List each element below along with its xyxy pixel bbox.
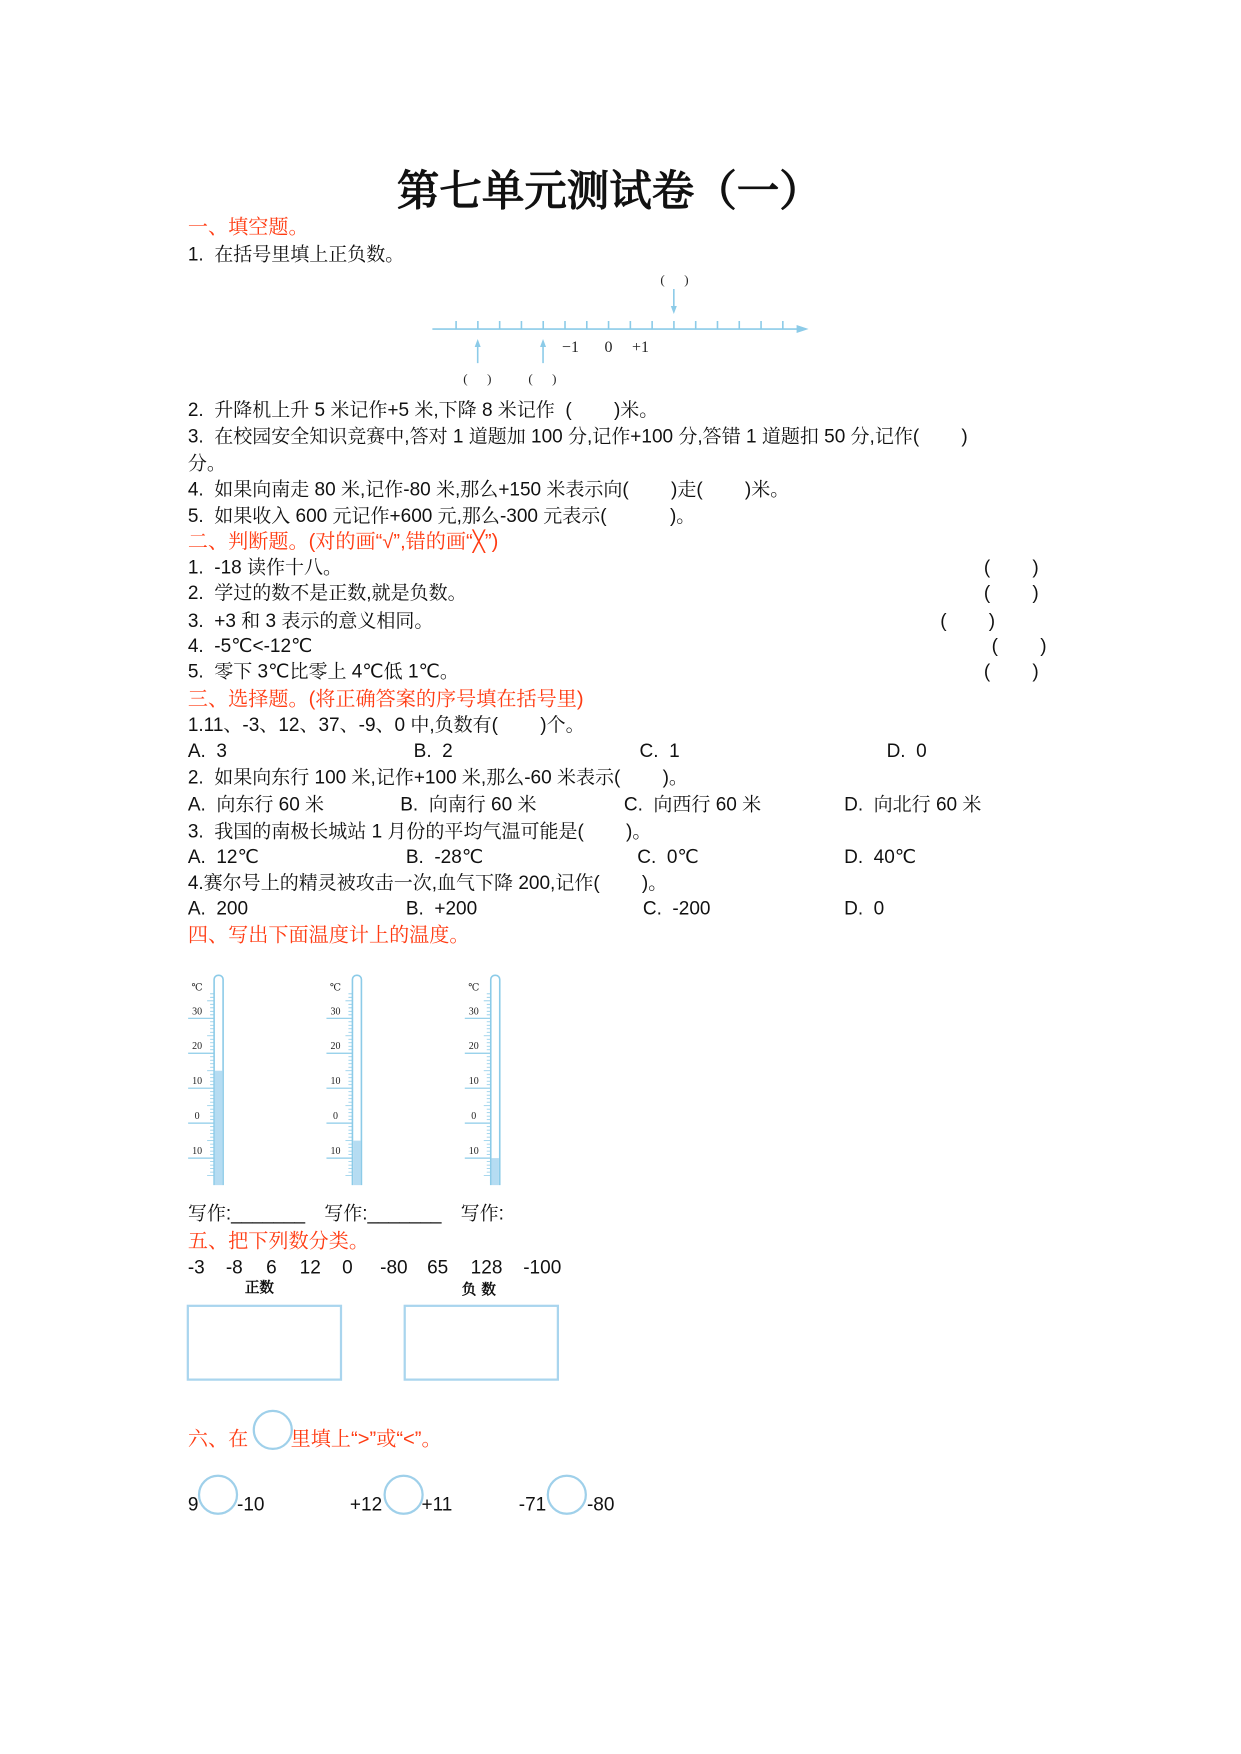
unit-label: ℃ — [468, 982, 480, 994]
choice-question: 4.赛尔号上的精灵被攻击一次,血气下降 200,记作( )。 — [187, 872, 668, 894]
judge-blank[interactable]: ( ) — [983, 660, 1039, 682]
section-4-heading: 四、写出下面温度计上的温度。 — [187, 923, 470, 946]
scale-label: 10 — [330, 1076, 341, 1088]
question-1-5: 5. 如果收入 600 元记作+600 元,那么-300 元表示( )。 — [187, 505, 696, 527]
number-item: -8 — [225, 1256, 243, 1278]
thermometer — [188, 975, 223, 1185]
choice-question: 3. 我国的南极长城站 1 月份的平均气温可能是( )。 — [187, 820, 652, 842]
choice-option: D. 0 — [844, 897, 885, 919]
negative-label: 负 数 — [461, 1282, 496, 1300]
write-answer-3[interactable]: 写作: — [460, 1202, 504, 1225]
judge-item: 1. -18 读作十八。 — [187, 556, 343, 579]
choice-question: 2. 如果向东行 100 米,记作+100 米,那么-60 米表示( )。 — [187, 766, 688, 789]
question-1-3: 3. 在校园安全知识竞赛中,答对 1 道题加 100 分,记作+100 分,答错 1 道题扣 50 分,记作( ) — [187, 425, 968, 448]
choice-option: B. 2 — [413, 740, 453, 762]
compare-left: 9 — [187, 1493, 199, 1515]
unit-label: ℃ — [191, 982, 203, 994]
compare-circle[interactable] — [547, 1475, 587, 1515]
write-answer-2[interactable]: 写作:_______ — [324, 1202, 442, 1225]
scale-label: 0 — [332, 1111, 338, 1123]
judge-item: 5. 零下 3℃比零上 4℃低 1℃。 — [187, 660, 459, 682]
negative-box[interactable] — [404, 1305, 559, 1381]
judge-blank[interactable]: ( ) — [991, 635, 1047, 657]
number-line-diagram — [420, 255, 820, 390]
choice-option: D. 向北行 60 米 — [844, 793, 982, 816]
number-item: 12 — [299, 1256, 321, 1278]
number-item: -100 — [523, 1256, 562, 1278]
number-item: -80 — [380, 1256, 408, 1278]
number-item: 128 — [470, 1256, 503, 1278]
scale-label: 20 — [330, 1041, 341, 1053]
arrowhead — [540, 339, 546, 347]
choice-option: D. 0 — [886, 740, 927, 762]
arrowhead — [671, 306, 677, 314]
choice-option: B. 向南行 60 米 — [400, 793, 537, 816]
judge-blank[interactable]: ( ) — [940, 610, 996, 632]
scale-label: 10 — [192, 1146, 203, 1158]
compare-right: -80 — [586, 1493, 615, 1515]
number-line-blank-left: ( ) — [463, 371, 492, 387]
page-title: 第七单元测试卷（一） — [396, 166, 822, 216]
number-line-label-0: 0 — [604, 339, 613, 357]
unit-label: ℃ — [329, 982, 342, 994]
choice-option: B. -28℃ — [405, 846, 484, 868]
compare-circle[interactable] — [383, 1475, 423, 1515]
thermometer-tube — [491, 975, 500, 1185]
question-1-2: 2. 升降机上升 5 米记作+5 米,下降 8 米记作 ( )米。 — [187, 399, 659, 421]
number-line-blank-mid: ( ) — [528, 371, 557, 387]
judge-blank[interactable]: ( ) — [983, 582, 1039, 604]
number-line-label-plus1: +1 — [631, 339, 650, 357]
choice-option: A. 200 — [187, 897, 249, 919]
section-3-heading: 三、选择题。(将正确答案的序号填在括号里) — [187, 687, 584, 710]
scale-label: 10 — [468, 1076, 479, 1088]
judge-blank[interactable]: ( ) — [983, 556, 1039, 579]
judge-item: 2. 学过的数不是正数,就是负数。 — [187, 582, 467, 604]
scale-label: 30 — [330, 1006, 341, 1018]
number-item: -3 — [187, 1256, 205, 1278]
choice-option: D. 40℃ — [844, 846, 917, 868]
choice-option: A. 12℃ — [187, 846, 259, 868]
choice-option: B. +200 — [405, 897, 478, 919]
scale-label: 30 — [468, 1006, 479, 1018]
number-line-blank-top: ( ) — [660, 272, 689, 288]
scale-label: 10 — [192, 1076, 203, 1088]
scale-label: 20 — [192, 1041, 203, 1053]
compare-left: +12 — [349, 1493, 383, 1515]
choice-option: C. 1 — [639, 740, 680, 762]
section-1-heading: 一、填空题。 — [187, 215, 309, 239]
number-item: 6 — [266, 1256, 277, 1278]
thermometer — [326, 975, 361, 1185]
circle-icon — [253, 1410, 293, 1450]
number-item: 65 — [427, 1256, 449, 1278]
choice-question: 1.11、-3、12、37、-9、0 中,负数有( )个。 — [187, 714, 585, 736]
choice-option: C. -200 — [642, 897, 711, 919]
mercury-fill — [492, 1158, 499, 1185]
choice-option: A. 3 — [187, 740, 227, 762]
arrowhead — [475, 339, 481, 347]
scale-label: 30 — [192, 1006, 203, 1018]
thermometers-diagram — [180, 960, 520, 1185]
scale-label: 10 — [330, 1146, 341, 1158]
compare-right: -10 — [237, 1493, 265, 1515]
compare-right: +11 — [421, 1493, 453, 1515]
thermometer — [465, 975, 500, 1185]
section-6-heading-b: 里填上“>”或“<”。 — [290, 1427, 442, 1451]
scale-label: 0 — [194, 1111, 200, 1123]
choice-option: C. 向西行 60 米 — [623, 793, 762, 816]
mercury-fill — [353, 1141, 360, 1185]
compare-left: -71 — [518, 1493, 547, 1515]
section-2-heading: 二、判断题。(对的画“√”,错的画“╳”) — [187, 529, 499, 553]
question-1-4: 4. 如果向南走 80 米,记作-80 米,那么+150 米表示向( )走( )米。 — [187, 478, 790, 500]
choice-option: C. 0℃ — [637, 846, 699, 868]
section-5-heading: 五、把下列数分类。 — [187, 1229, 369, 1253]
positive-box[interactable] — [187, 1305, 342, 1381]
number-line-arrowhead — [797, 325, 809, 333]
judge-item: 3. +3 和 3 表示的意义相同。 — [187, 610, 434, 632]
number-item: 0 — [342, 1256, 353, 1278]
section-6-heading-a: 六、在 — [187, 1427, 249, 1451]
choice-option: A. 向东行 60 米 — [187, 793, 325, 816]
write-answer-1[interactable]: 写作:_______ — [187, 1202, 306, 1225]
scale-label: 10 — [468, 1146, 479, 1158]
question-1-3-cont: 分。 — [187, 452, 226, 475]
mercury-fill — [215, 1071, 222, 1185]
question-1-1: 1. 在括号里填上正负数。 — [187, 243, 405, 265]
number-line-label-minus1: −1 — [561, 339, 579, 357]
positive-label: 正数 — [244, 1280, 274, 1297]
scale-label: 0 — [471, 1111, 477, 1123]
scale-label: 20 — [468, 1041, 479, 1053]
judge-item: 4. -5℃<-12℃ — [187, 635, 313, 657]
compare-circle[interactable] — [198, 1475, 238, 1515]
